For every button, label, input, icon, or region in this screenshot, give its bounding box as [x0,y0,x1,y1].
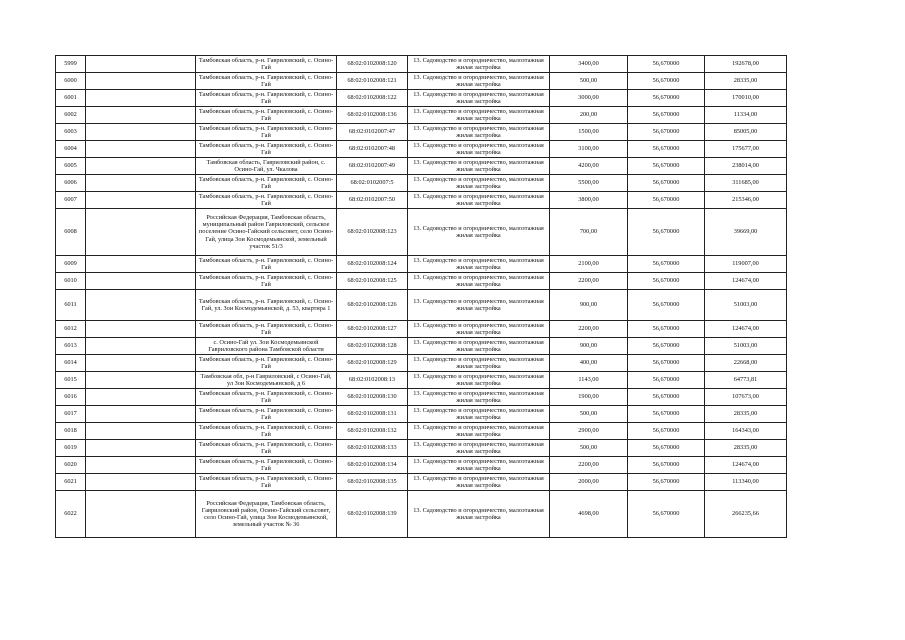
record-number-cell: 6022 [56,491,86,538]
land-use-cell: 13. Садоводство и огородничество, малоэтажная жилая застройка [408,355,550,372]
blank-cell [86,175,196,192]
record-number-cell: 6000 [56,73,86,90]
cadastral-number-cell: 68:02:0102008:126 [337,290,408,321]
table-row [56,90,787,107]
table-row [56,338,787,355]
cadastral-value-cell: 28335,00 [705,440,787,457]
cadastral-number-cell: 68:02:0102007:50 [337,192,408,209]
address-cell: Тамбовская область, р-н. Гавриловский, с. Осино-Гай [196,124,337,141]
cadastral-value-cell: 113340,00 [705,474,787,491]
table-row [56,406,787,423]
blank-cell [86,355,196,372]
cadastral-value-cell: 124674,00 [705,321,787,338]
table-row [56,256,787,273]
cadastral-number-cell: 68:02:0102008:124 [337,256,408,273]
area-cell: 1143,00 [550,372,628,389]
table-row [56,355,787,372]
cadastral-value-cell: 215346,00 [705,192,787,209]
address-cell: Тамбовская область, р-н. Гавриловский, с. Осино-Гай [196,56,337,73]
record-number-cell: 5999 [56,56,86,73]
cadastral-value-cell: 39669,00 [705,209,787,256]
record-number-cell: 6008 [56,209,86,256]
blank-cell [86,372,196,389]
cadastral-number-cell: 68:02:0102008:129 [337,355,408,372]
land-use-cell: 13. Садоводство и огородничество, малоэтажная жилая застройка [408,158,550,175]
record-number-cell: 6011 [56,290,86,321]
land-use-cell: 13. Садоводство и огородничество, малоэтажная жилая застройка [408,56,550,73]
land-use-cell: 13. Садоводство и огородничество, малоэтажная жилая застройка [408,474,550,491]
rate-cell: 56,670000 [628,290,705,321]
table-row [56,73,787,90]
land-use-cell: 13. Садоводство и огородничество, малоэтажная жилая застройка [408,256,550,273]
cadastral-number-cell: 68:02:0102008:127 [337,321,408,338]
cadastral-value-cell: 170010,00 [705,90,787,107]
rate-cell: 56,670000 [628,90,705,107]
table-row [56,474,787,491]
document-page [55,55,786,538]
rate-cell: 56,670000 [628,273,705,290]
land-use-cell: 13. Садоводство и огородничество, малоэтажная жилая застройка [408,372,550,389]
address-cell: Тамбовская область, р-н. Гавриловский, с. Осино-Гай [196,73,337,90]
area-cell: 2200,00 [550,273,628,290]
cadastral-value-cell: 22668,00 [705,355,787,372]
table-row [56,321,787,338]
blank-cell [86,192,196,209]
record-number-cell: 6002 [56,107,86,124]
blank-cell [86,256,196,273]
land-use-cell: 13. Садоводство и огородничество, малоэтажная жилая застройка [408,406,550,423]
table-row [56,192,787,209]
cadastral-value-cell: 85005,00 [705,124,787,141]
table-row [56,209,787,256]
address-cell: Тамбовская область, р-н. Гавриловский, с. Осино-Гай [196,440,337,457]
area-cell: 5500,00 [550,175,628,192]
area-cell: 1900,00 [550,389,628,406]
cadastral-value-cell: 124674,00 [705,457,787,474]
record-number-cell: 6020 [56,457,86,474]
address-cell: Тамбовская область, р-н. Гавриловский, с. Осино-Гай [196,256,337,273]
record-number-cell: 6007 [56,192,86,209]
address-cell: Тамбовская область, р-н. Гавриловский, с. Осино-Гай [196,474,337,491]
table-row [56,423,787,440]
area-cell: 1500,00 [550,124,628,141]
blank-cell [86,321,196,338]
table-row [56,491,787,538]
blank-cell [86,209,196,256]
rate-cell: 56,670000 [628,440,705,457]
blank-cell [86,474,196,491]
land-use-cell: 13. Садоводство и огородничество, малоэтажная жилая застройка [408,389,550,406]
cadastral-number-cell: 68:02:0102008:123 [337,209,408,256]
cadastral-number-cell: 68:02:0102008:135 [337,474,408,491]
record-number-cell: 6009 [56,256,86,273]
blank-cell [86,389,196,406]
address-cell: Российская Федерация, Тамбовская область, муниципальный район Гавриловский, сельское поселение Осино-Гайский сельсовет, село Осино-Гай, улица Зои Космодемьянской, земельный участок 51/3 [196,209,337,256]
blank-cell [86,273,196,290]
table-body [56,56,787,538]
rate-cell: 56,670000 [628,158,705,175]
cadastral-number-cell: 68:02:0102008:136 [337,107,408,124]
land-use-cell: 13. Садоводство и огородничество, малоэтажная жилая застройка [408,209,550,256]
table-row [56,124,787,141]
rate-cell: 56,670000 [628,389,705,406]
cadastral-number-cell: 68:02:0102008:134 [337,457,408,474]
cadastral-number-cell: 68:02:0102007:5 [337,175,408,192]
rate-cell: 56,670000 [628,423,705,440]
cadastral-number-cell: 68:02:0102008:139 [337,491,408,538]
record-number-cell: 6019 [56,440,86,457]
cadastral-number-cell: 68:02:0102008:121 [337,73,408,90]
land-use-cell: 13. Садоводство и огородничество, малоэтажная жилая застройка [408,192,550,209]
cadastral-value-cell: 11334,00 [705,107,787,124]
table-row [56,175,787,192]
land-use-cell: 13. Садоводство и огородничество, малоэтажная жилая застройка [408,457,550,474]
table-row [56,141,787,158]
land-use-cell: 13. Садоводство и огородничество, малоэтажная жилая застройка [408,321,550,338]
cadastral-number-cell: 68:02:0102008:132 [337,423,408,440]
address-cell: Тамбовская область, р-н. Гавриловский, с. Осино-Гай [196,141,337,158]
rate-cell: 56,670000 [628,175,705,192]
cadastral-number-cell: 68:02:0102008:13 [337,372,408,389]
area-cell: 3400,00 [550,56,628,73]
area-cell: 2000,00 [550,474,628,491]
address-cell: Тамбовская область, р-н. Гавриловский, с. Осино-Гай [196,192,337,209]
cadastral-value-cell: 28335,00 [705,406,787,423]
blank-cell [86,107,196,124]
rate-cell: 56,670000 [628,355,705,372]
rate-cell: 56,670000 [628,491,705,538]
record-number-cell: 6005 [56,158,86,175]
area-cell: 200,00 [550,107,628,124]
area-cell: 2100,00 [550,256,628,273]
rate-cell: 56,670000 [628,124,705,141]
table-row [56,273,787,290]
record-number-cell: 6010 [56,273,86,290]
rate-cell: 56,670000 [628,107,705,124]
address-cell: Тамбовская область, р-н. Гавриловский, с. Осино-Гай [196,321,337,338]
area-cell: 3800,00 [550,192,628,209]
blank-cell [86,457,196,474]
record-number-cell: 6006 [56,175,86,192]
area-cell: 900,00 [550,338,628,355]
record-number-cell: 6001 [56,90,86,107]
area-cell: 2900,00 [550,423,628,440]
address-cell: Тамбовская область, р-н. Гавриловский, с. Осино-Гай, ул. Зои Космодемьянской, д. 53, квартира 1 [196,290,337,321]
blank-cell [86,90,196,107]
area-cell: 900,00 [550,290,628,321]
address-cell: Тамбовская область, р-н. Гавриловский, с. Осино-Гай [196,423,337,440]
cadastral-value-cell: 119007,00 [705,256,787,273]
record-number-cell: 6016 [56,389,86,406]
rate-cell: 56,670000 [628,209,705,256]
rate-cell: 56,670000 [628,192,705,209]
record-number-cell: 6021 [56,474,86,491]
land-use-cell: 13. Садоводство и огородничество, малоэтажная жилая застройка [408,175,550,192]
cadastral-value-cell: 164343,00 [705,423,787,440]
table-row [56,56,787,73]
land-use-cell: 13. Садоводство и огородничество, малоэтажная жилая застройка [408,338,550,355]
cadastral-number-cell: 68:02:0102007:48 [337,141,408,158]
rate-cell: 56,670000 [628,338,705,355]
area-cell: 400,00 [550,355,628,372]
cadastral-number-cell: 68:02:0102008:128 [337,338,408,355]
table-row [56,440,787,457]
record-number-cell: 6003 [56,124,86,141]
land-use-cell: 13. Садоводство и огородничество, малоэтажная жилая застройка [408,141,550,158]
blank-cell [86,491,196,538]
blank-cell [86,423,196,440]
cadastral-value-cell: 124674,00 [705,273,787,290]
blank-cell [86,124,196,141]
area-cell: 500,00 [550,406,628,423]
address-cell: Тамбовская область, Гавриловский район, с. Осино-Гай, ул. Чкалова [196,158,337,175]
cadastral-number-cell: 68:02:0102007:49 [337,158,408,175]
blank-cell [86,56,196,73]
blank-cell [86,406,196,423]
cadastral-number-cell: 68:02:0102008:133 [337,440,408,457]
blank-cell [86,73,196,90]
table-row [56,107,787,124]
address-cell: Тамбовская область, р-н. Гавриловский, с. Осино-Гай [196,389,337,406]
cadastral-number-cell: 68:02:0102008:125 [337,273,408,290]
rate-cell: 56,670000 [628,406,705,423]
rate-cell: 56,670000 [628,141,705,158]
land-use-cell: 13. Садоводство и огородничество, малоэтажная жилая застройка [408,73,550,90]
cadastral-number-cell: 68:02:0102008:120 [337,56,408,73]
land-use-cell: 13. Садоводство и огородничество, малоэтажная жилая застройка [408,423,550,440]
rate-cell: 56,670000 [628,321,705,338]
rate-cell: 56,670000 [628,474,705,491]
table-row [56,372,787,389]
cadastral-number-cell: 68:02:0102008:122 [337,90,408,107]
address-cell: Тамбовская обл, р-н Гавриловский, с Осино-Гай, ул Зои Космодемьянской, д 6 [196,372,337,389]
blank-cell [86,158,196,175]
record-number-cell: 6014 [56,355,86,372]
cadastral-value-cell: 175677,00 [705,141,787,158]
blank-cell [86,338,196,355]
address-cell: с. Осино-Гай ул. Зои Космодемьянской Гавриловского района Тамбовской области [196,338,337,355]
area-cell: 500,00 [550,73,628,90]
table-row [56,389,787,406]
rate-cell: 56,670000 [628,56,705,73]
cadastral-value-cell: 28335,00 [705,73,787,90]
cadastral-value-cell: 64773,81 [705,372,787,389]
table-row [56,290,787,321]
area-cell: 4698,00 [550,491,628,538]
area-cell: 2200,00 [550,457,628,474]
record-number-cell: 6013 [56,338,86,355]
land-use-cell: 13. Садоводство и огородничество, малоэтажная жилая застройка [408,491,550,538]
record-number-cell: 6012 [56,321,86,338]
cadastral-number-cell: 68:02:0102007:47 [337,124,408,141]
land-use-cell: 13. Садоводство и огородничество, малоэтажная жилая застройка [408,440,550,457]
area-cell: 3000,00 [550,90,628,107]
area-cell: 2200,00 [550,321,628,338]
cadastral-value-cell: 238014,00 [705,158,787,175]
record-number-cell: 6017 [56,406,86,423]
land-use-cell: 13. Садоводство и огородничество, малоэтажная жилая застройка [408,290,550,321]
area-cell: 4200,00 [550,158,628,175]
land-use-cell: 13. Садоводство и огородничество, малоэтажная жилая застройка [408,124,550,141]
cadastral-value-cell: 311685,00 [705,175,787,192]
table-row [56,457,787,474]
record-number-cell: 6015 [56,372,86,389]
address-cell: Тамбовская область, р-н. Гавриловский, с. Осино-Гай [196,355,337,372]
cadastral-value-cell: 266235,66 [705,491,787,538]
rate-cell: 56,670000 [628,372,705,389]
blank-cell [86,290,196,321]
rate-cell: 56,670000 [628,256,705,273]
cadastral-value-cell: 192678,00 [705,56,787,73]
cadastral-number-cell: 68:02:0102008:130 [337,389,408,406]
cadastral-number-cell: 68:02:0102008:131 [337,406,408,423]
address-cell: Тамбовская область, р-н. Гавриловский, с. Осино-Гай [196,90,337,107]
address-cell: Тамбовская область, р-н. Гавриловский, с. Осино-Гай [196,175,337,192]
address-cell: Тамбовская область, р-н. Гавриловский, с. Осино-Гай [196,107,337,124]
address-cell: Тамбовская область, р-н. Гавриловский, с. Осино-Гай [196,273,337,290]
land-registry-table [55,55,787,538]
area-cell: 3100,00 [550,141,628,158]
record-number-cell: 6004 [56,141,86,158]
record-number-cell: 6018 [56,423,86,440]
table-row [56,158,787,175]
address-cell: Российская Федерация, Тамбовская область, Гавриловский район, Осино-Гайский сельсовет, село Осино-Гай, улица Зои Космодемьянской, земельный участок № 36 [196,491,337,538]
rate-cell: 56,670000 [628,73,705,90]
cadastral-value-cell: 51003,00 [705,290,787,321]
area-cell: 500,00 [550,440,628,457]
address-cell: Тамбовская область, р-н. Гавриловский, с. Осино-Гай [196,406,337,423]
land-use-cell: 13. Садоводство и огородничество, малоэтажная жилая застройка [408,107,550,124]
cadastral-value-cell: 51003,00 [705,338,787,355]
rate-cell: 56,670000 [628,457,705,474]
cadastral-value-cell: 107673,00 [705,389,787,406]
blank-cell [86,141,196,158]
land-use-cell: 13. Садоводство и огородничество, малоэтажная жилая застройка [408,273,550,290]
address-cell: Тамбовская область, р-н. Гавриловский, с. Осино-Гай [196,457,337,474]
area-cell: 700,00 [550,209,628,256]
land-use-cell: 13. Садоводство и огородничество, малоэтажная жилая застройка [408,90,550,107]
blank-cell [86,440,196,457]
